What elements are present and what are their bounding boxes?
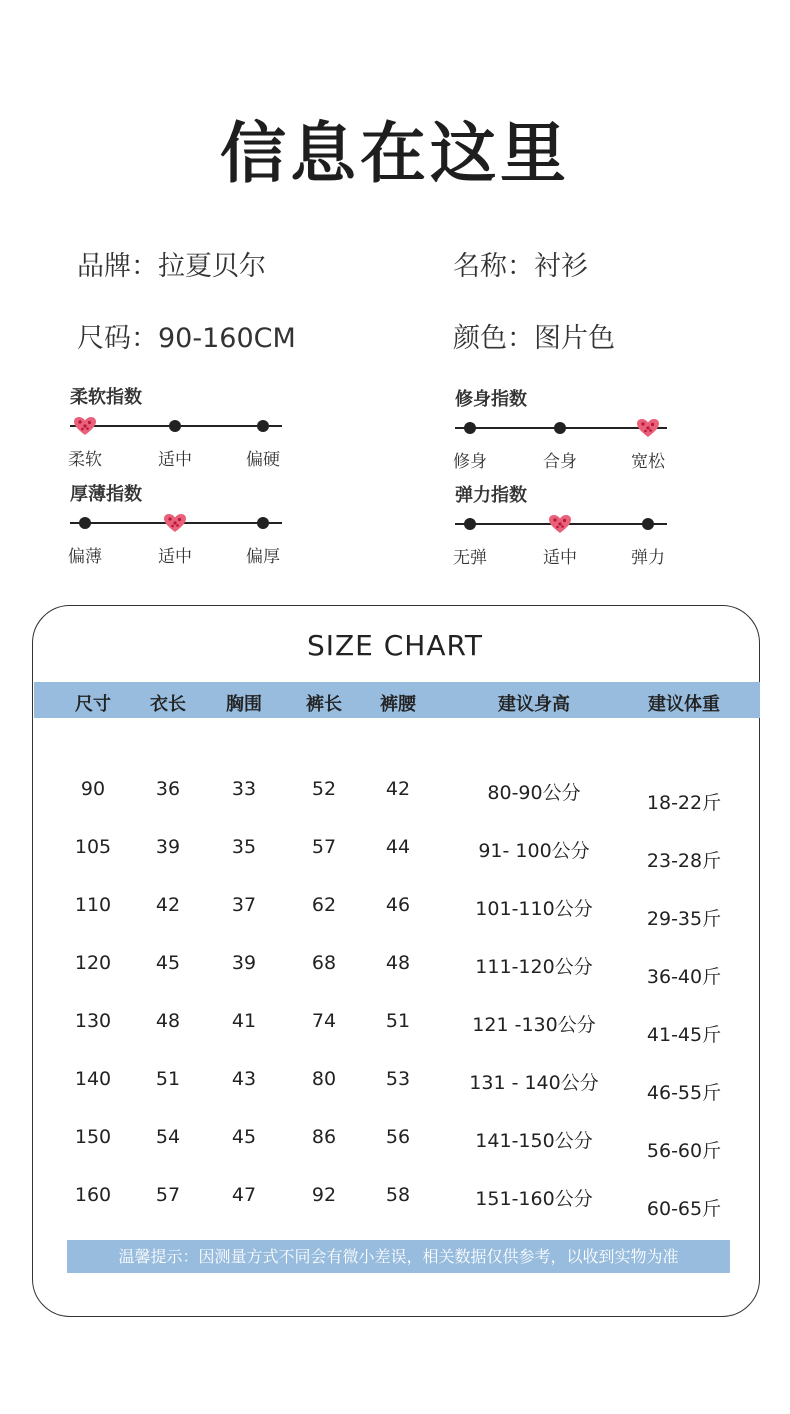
- name-info: 名称：衬衫: [453, 251, 588, 282]
- scale-label: 适中: [158, 547, 192, 567]
- scale-title: 弹力指数: [455, 485, 527, 506]
- table-cell: 51: [385, 1010, 411, 1032]
- heart-icon: [73, 416, 97, 436]
- heart-icon: [548, 514, 572, 534]
- table-cell: 131 - 140公分: [469, 1072, 599, 1094]
- table-cell: 53: [385, 1068, 411, 1090]
- table-cell: 140: [74, 1068, 112, 1090]
- header-waist: 裤腰: [380, 694, 416, 715]
- table-cell: 41-45斤: [646, 1024, 722, 1046]
- color-info: 颜色：图片色: [453, 323, 615, 354]
- table-cell: 48: [155, 1010, 181, 1032]
- scale-label: 偏厚: [246, 547, 280, 567]
- table-cell: 92: [311, 1184, 337, 1206]
- table-cell: 101-110公分: [475, 898, 593, 920]
- measurement-notice: 温馨提示：因测量方式不同会有微小差误，相关数据仅供参考，以收到实物为准: [67, 1240, 730, 1273]
- table-cell: 35: [231, 836, 257, 858]
- header-size: 尺寸: [75, 694, 111, 715]
- table-cell: 52: [311, 778, 337, 800]
- table-cell: 33: [231, 778, 257, 800]
- scale-title: 厚薄指数: [70, 484, 142, 505]
- elasticity-scale: [455, 481, 695, 571]
- scale-label: 适中: [543, 548, 577, 568]
- table-cell: 37: [231, 894, 257, 916]
- scale-title: 修身指数: [455, 389, 527, 410]
- table-cell: 150: [74, 1126, 112, 1148]
- table-cell: 68: [311, 952, 337, 974]
- table-cell: 86: [311, 1126, 337, 1148]
- scale-title: 柔软指数: [70, 387, 142, 408]
- scale-label: 弹力: [631, 548, 665, 568]
- table-cell: 47: [231, 1184, 257, 1206]
- table-cell: 41: [231, 1010, 257, 1032]
- table-cell: 36: [155, 778, 181, 800]
- scale-point: [257, 420, 269, 432]
- table-cell: 130: [74, 1010, 112, 1032]
- table-cell: 90: [80, 778, 106, 800]
- scale-label: 偏薄: [68, 547, 102, 567]
- scale-point: [464, 422, 476, 434]
- table-cell: 39: [231, 952, 257, 974]
- table-cell: 58: [385, 1184, 411, 1206]
- table-cell: 56: [385, 1126, 411, 1148]
- table-cell: 62: [311, 894, 337, 916]
- size-info: 尺码：90-160CM: [77, 323, 296, 354]
- table-cell: 91- 100公分: [478, 840, 590, 862]
- header-height: 建议身高: [498, 694, 570, 715]
- scale-point: [554, 422, 566, 434]
- table-cell: 42: [155, 894, 181, 916]
- scale-label: 适中: [158, 450, 192, 470]
- table-cell: 120: [74, 952, 112, 974]
- header-pants-length: 裤长: [306, 694, 342, 715]
- scale-label: 宽松: [631, 452, 665, 472]
- scale-point: [79, 517, 91, 529]
- header-weight: 建议体重: [648, 694, 720, 715]
- table-cell: 48: [385, 952, 411, 974]
- header-length: 衣长: [150, 694, 186, 715]
- table-cell: 111-120公分: [475, 956, 593, 978]
- heart-icon: [163, 513, 187, 533]
- table-cell: 105: [74, 836, 112, 858]
- table-cell: 36-40斤: [646, 966, 722, 988]
- table-cell: 80-90公分: [487, 782, 581, 804]
- table-cell: 23-28斤: [646, 850, 722, 872]
- table-cell: 42: [385, 778, 411, 800]
- table-cell: 44: [385, 836, 411, 858]
- scale-label: 合身: [543, 452, 577, 472]
- table-cell: 45: [231, 1126, 257, 1148]
- scale-label: 无弹: [453, 548, 487, 568]
- table-cell: 39: [155, 836, 181, 858]
- scale-point: [464, 518, 476, 530]
- table-cell: 29-35斤: [646, 908, 722, 930]
- scale-label: 柔软: [68, 450, 102, 470]
- table-cell: 56-60斤: [646, 1140, 722, 1162]
- table-cell: 121 -130公分: [472, 1014, 596, 1036]
- table-cell: 18-22斤: [646, 792, 722, 814]
- scale-label: 修身: [453, 452, 487, 472]
- table-cell: 57: [155, 1184, 181, 1206]
- scale-point: [642, 518, 654, 530]
- fit-scale: [455, 385, 695, 475]
- table-cell: 160: [74, 1184, 112, 1206]
- table-cell: 46: [385, 894, 411, 916]
- heart-icon: [636, 418, 660, 438]
- table-cell: 141-150公分: [475, 1130, 593, 1152]
- scale-label: 偏硬: [246, 450, 280, 470]
- scale-point: [169, 420, 181, 432]
- brand-info: 品牌：拉夏贝尔: [77, 251, 266, 282]
- table-cell: 80: [311, 1068, 337, 1090]
- table-cell: 45: [155, 952, 181, 974]
- table-cell: 54: [155, 1126, 181, 1148]
- table-cell: 151-160公分: [475, 1188, 593, 1210]
- softness-scale: [70, 383, 310, 473]
- table-cell: 43: [231, 1068, 257, 1090]
- table-cell: 74: [311, 1010, 337, 1032]
- thickness-scale: [70, 480, 310, 570]
- page-title: 信息在这里: [220, 115, 570, 192]
- size-chart-title: SIZE CHART: [306, 629, 484, 662]
- table-cell: 110: [74, 894, 112, 916]
- table-cell: 46-55斤: [646, 1082, 722, 1104]
- table-cell: 57: [311, 836, 337, 858]
- scale-point: [257, 517, 269, 529]
- table-cell: 51: [155, 1068, 181, 1090]
- header-chest: 胸围: [226, 694, 262, 715]
- table-cell: 60-65斤: [646, 1198, 722, 1220]
